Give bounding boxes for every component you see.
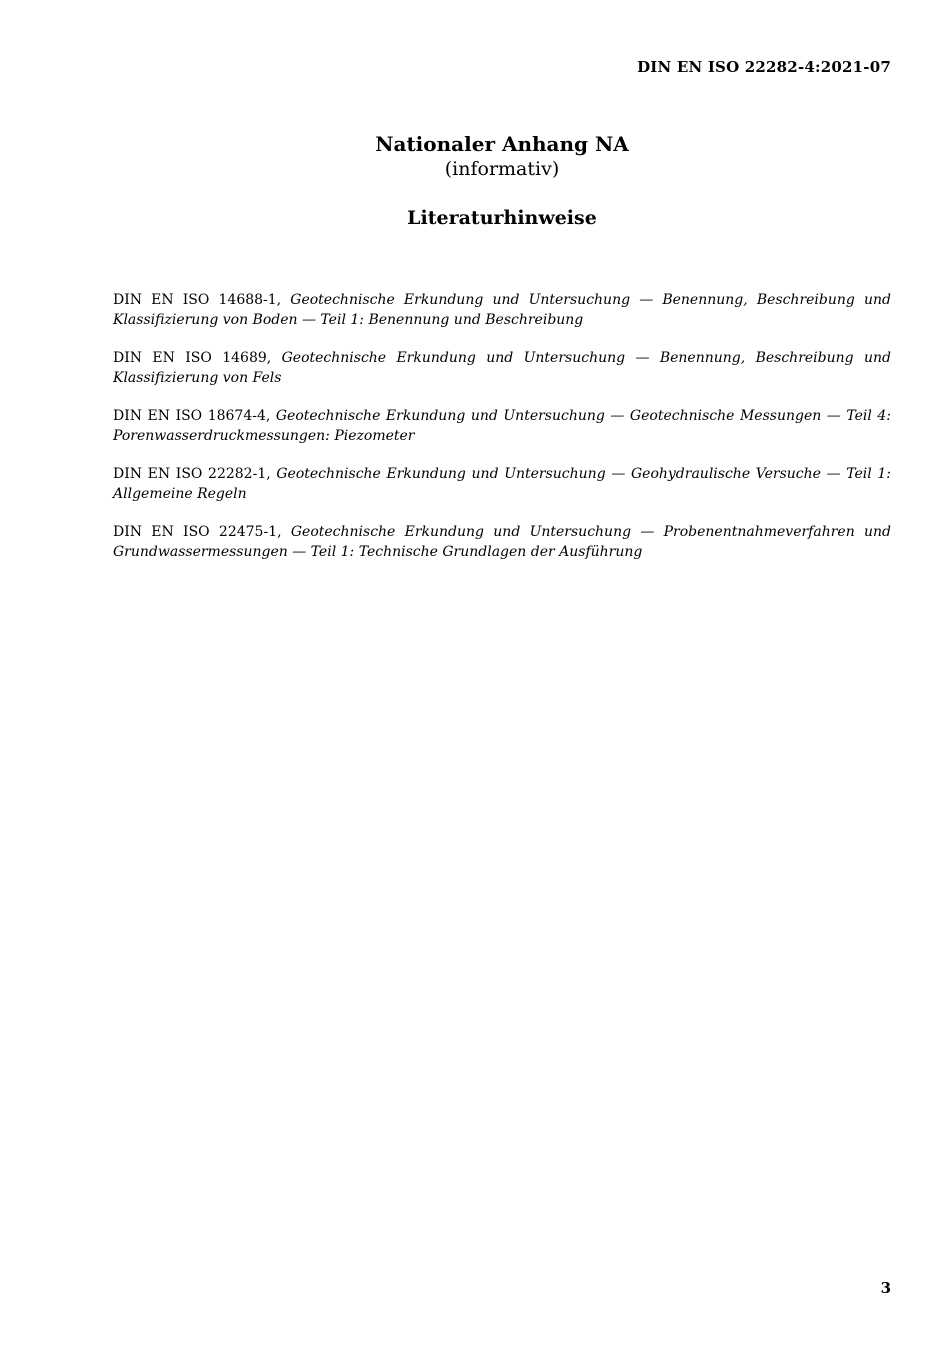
annex-title: Nationaler Anhang NA	[375, 132, 629, 156]
reference-title: Geotechnische Erkundung und Untersuchung — Benennung, Beschreibung und Klassifizierung von Boden — Teil 1: Benennung und Beschreibung	[113, 292, 892, 328]
document-id: DIN EN ISO 22282-4:2021-07	[637, 58, 891, 76]
reference-item	[113, 407, 891, 446]
section-title: Literaturhinweise	[407, 207, 597, 229]
reference-code: DIN EN ISO 18674-4,	[113, 408, 276, 424]
reference-code: DIN EN ISO 22475-1,	[113, 524, 291, 540]
reference-title: Geotechnische Erkundung und Untersuchung — Benennung, Beschreibung und Klassifizierung von Fels	[113, 350, 891, 386]
reference-title: Geotechnische Erkundung und Untersuchung — Geotechnische Messungen — Teil 4: Porenwasserdruckmessungen: Piezometer	[113, 408, 891, 444]
reference-title: Geotechnische Erkundung und Untersuchung — Geohydraulische Versuche — Teil 1: Allgemeine Regeln	[113, 466, 892, 502]
references-list	[113, 291, 891, 581]
reference-item	[113, 523, 891, 562]
reference-title: Geotechnische Erkundung und Untersuchung — Probenentnahmeverfahren und Grundwassermessungen — Teil 1: Technische Grundlagen der Ausführung	[113, 524, 891, 560]
reference-item	[113, 291, 891, 330]
reference-code: DIN EN ISO 14688-1,	[113, 292, 291, 308]
reference-item	[113, 465, 891, 504]
reference-code: DIN EN ISO 14689,	[113, 350, 282, 366]
page-number: 3	[880, 1279, 891, 1297]
reference-item	[113, 349, 891, 388]
annex-subtitle: (informativ)	[444, 158, 560, 180]
reference-code: DIN EN ISO 22282-1,	[113, 466, 277, 482]
